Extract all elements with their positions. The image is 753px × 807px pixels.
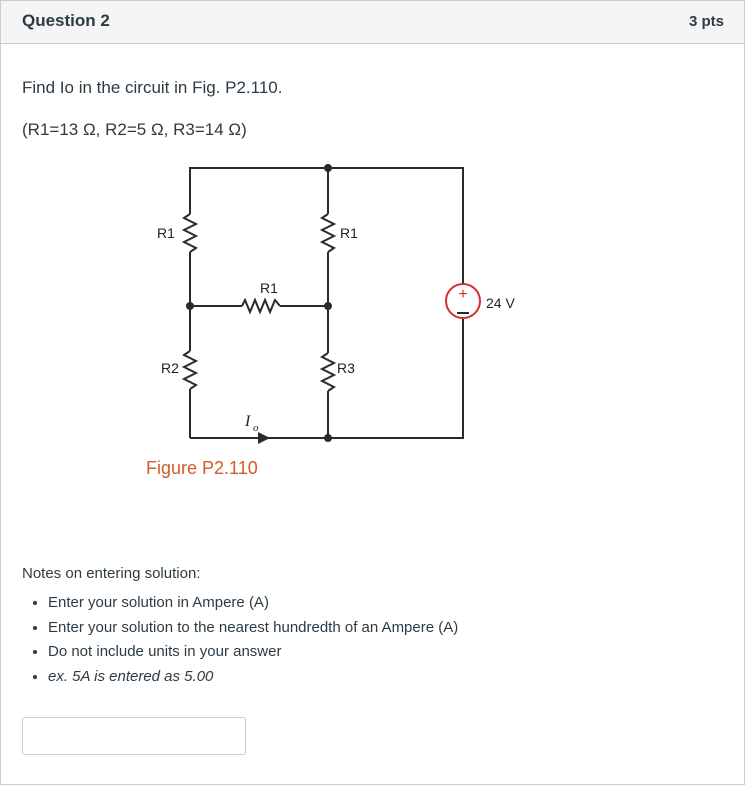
figure-caption: Figure P2.110 — [146, 458, 258, 478]
resistor-r3 — [322, 353, 334, 391]
label-source: 24 V — [486, 295, 515, 311]
resistor-r1-right — [322, 214, 334, 252]
resistor-values: (R1=13 Ω, R2=5 Ω, R3=14 Ω) — [22, 120, 247, 139]
answer-input[interactable] — [22, 717, 246, 755]
question-prompt: Find Io in the circuit in Fig. P2.110. — [22, 78, 283, 97]
source-plus-sign: + — [458, 286, 468, 303]
resistor-r1-left — [184, 214, 196, 252]
label-current: I — [245, 413, 251, 430]
label-r1-left: R1 — [157, 225, 175, 241]
circuit-nodes — [186, 164, 332, 442]
list-item: • ex. 5A is entered as 5.00 — [48, 665, 458, 690]
label-r2: R2 — [161, 360, 179, 376]
label-current-subscript: o — [253, 422, 259, 434]
list-item: • Enter your solution in Ampere (A) — [48, 591, 458, 616]
resistor-r2 — [184, 351, 196, 389]
notes-list — [22, 591, 458, 689]
label-r1-right: R1 — [340, 225, 358, 241]
notes-title: Notes on entering solution: — [22, 565, 201, 582]
resistor-r1-middle — [242, 300, 280, 312]
question-points: 3 pts — [688, 13, 724, 30]
circuit-figure — [141, 151, 541, 491]
list-item: • Do not include units in your answer — [48, 640, 458, 665]
question-header — [1, 1, 744, 44]
question-title: Question 2 — [22, 11, 110, 30]
list-item: • Enter your solution to the nearest hundredth of an Ampere (A) — [48, 616, 458, 641]
label-r3: R3 — [337, 360, 355, 376]
current-arrow-icon — [258, 432, 270, 444]
label-r1-middle: R1 — [260, 280, 278, 296]
